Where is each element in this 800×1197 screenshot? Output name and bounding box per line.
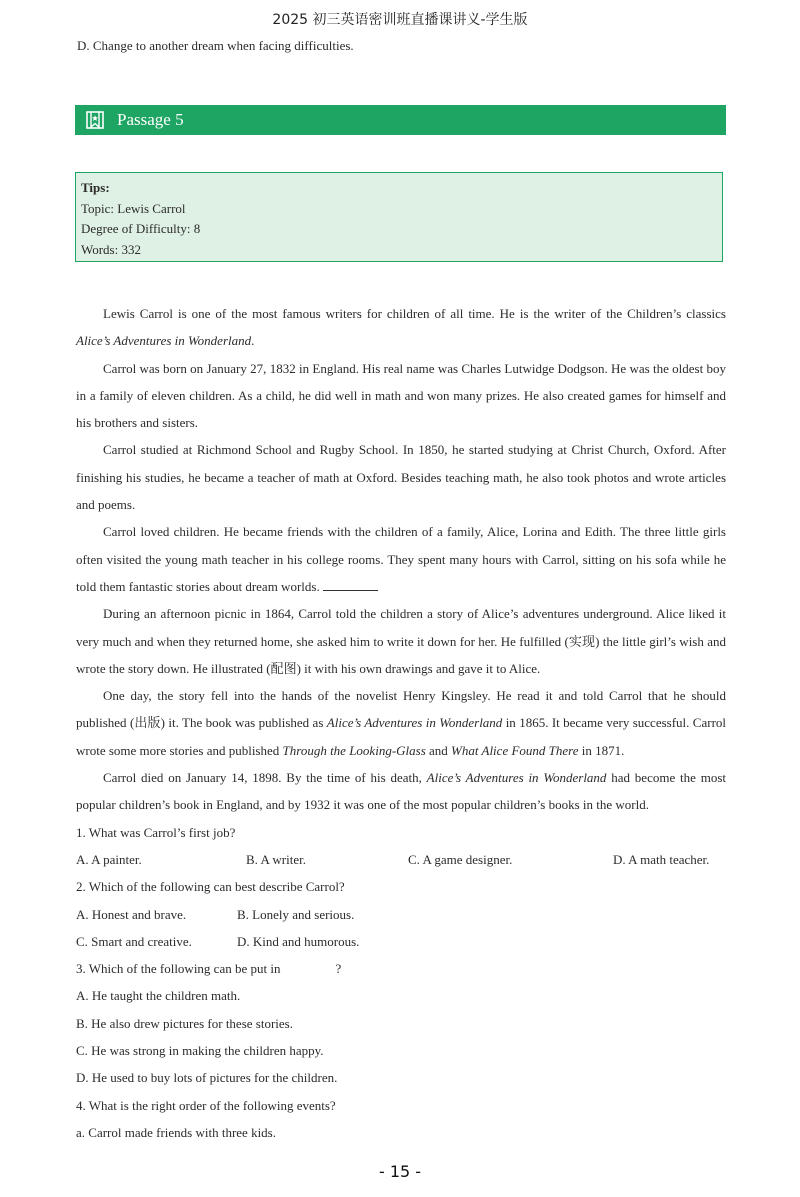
option-c[interactable]: C. He was strong in making the children happy.	[76, 1043, 324, 1059]
tips-difficulty: Degree of Difficulty: 8	[81, 221, 201, 236]
option-d[interactable]: D. A math teacher.	[613, 851, 710, 867]
option-d[interactable]: D. Kind and humorous.	[237, 933, 360, 949]
page-header: 2025 初三英语密训班直播课讲义-学生版	[272, 12, 528, 28]
tips-box	[75, 172, 723, 262]
paragraph-3: Carrol studied at Richmond School and Rugby School. In 1850, he started studying at Christ Church, Oxford. After finishing his studies, he became a teacher of math at Oxford. Besides teaching math, he also took photos and wrote articles and poems.	[76, 442, 726, 513]
question-2: 2. Which of the following can best describe Carrol?	[76, 879, 345, 895]
option-a[interactable]: A. Honest and brave.	[76, 906, 187, 922]
question-2-options-row1	[76, 901, 726, 928]
passage-banner	[75, 105, 726, 135]
tips-topic: Topic: Lewis Carrol	[81, 200, 186, 216]
option-c[interactable]: C. A game designer.	[408, 851, 513, 867]
option-a[interactable]: A. A painter.	[76, 851, 142, 867]
option-c[interactable]: C. Smart and creative.	[76, 933, 192, 949]
paragraph-1: Lewis Carrol is one of the most famous writers for children of all time. He is the writer of the Children’s classics Alice’s Adventures in Wonderland.	[76, 306, 726, 349]
question-3: 3. Which of the following can be put in ?	[76, 961, 342, 977]
option-d[interactable]: D. He used to buy lots of pictures for the children.	[76, 1070, 338, 1086]
previous-question-option: D. Change to another dream when facing difficulties.	[77, 38, 354, 53]
paragraph-5: During an afternoon picnic in 1864, Carrol told the children a story of Alice’s adventures underground. Alice liked it very much and when they returned home, she asked him to write it down for her. He fulfilled (实现) the little girl’s wish and wrote the story down. He illustrated (配图) it with his own drawings and gave it to Alice.	[76, 606, 726, 676]
bookmark-star-icon	[86, 111, 104, 129]
event-a: a. Carrol made friends with three kids.	[76, 1124, 276, 1140]
tips-label: Tips:	[81, 180, 110, 195]
option-b[interactable]: B. He also drew pictures for these stories.	[76, 1015, 293, 1031]
passage-body	[76, 300, 726, 1146]
question-1-options	[76, 846, 726, 873]
tips-words: Words: 332	[81, 241, 141, 257]
option-b[interactable]: B. Lonely and serious.	[237, 906, 355, 922]
passage-title: Passage 5	[117, 110, 184, 129]
page-number: - 15 -	[378, 1162, 422, 1181]
option-b[interactable]: B. A writer.	[246, 851, 306, 867]
question-4: 4. What is the right order of the following events?	[76, 1097, 336, 1113]
question-2-options-row2	[76, 928, 726, 955]
paragraph-4: Carrol loved children. He became friends with the children of a family, Alice, Lorina and Edith. The three little girls often visited the young math teacher in his college rooms. They spent many hours with Carrol, sitting on his sofa while he told them fantastic stories about dream worlds.	[76, 524, 726, 594]
paragraph-6: One day, the story fell into the hands of the novelist Henry Kingsley. He read it and told Carrol that he should published (出版) it. The book was published as Alice’s Adventures in Wonderland in 1865. It became very successful. Carrol wrote some more stories and published Through the Looking-Glass and What Alice Found There in 1871.	[76, 688, 727, 758]
paragraph-2: Carrol was born on January 27, 1832 in England. His real name was Charles Lutwidge Dodgson. He was the oldest boy in a family of eleven children. As a child, he did well in math and won many prizes. He also created games for himself and his brothers and sisters.	[76, 360, 726, 431]
option-a[interactable]: A. He taught the children math.	[76, 988, 241, 1004]
question-1: 1. What was Carrol’s first job?	[76, 824, 236, 840]
paragraph-7: Carrol died on January 14, 1898. By the time of his death, Alice’s Adventures in Wonderland had become the most popular children’s book in England, and by 1932 it was one of the most popular children’s books in the world.	[76, 770, 726, 813]
book-title: Alice’s Adventures in Wonderland	[76, 333, 252, 349]
answer-blank[interactable]	[323, 578, 378, 591]
